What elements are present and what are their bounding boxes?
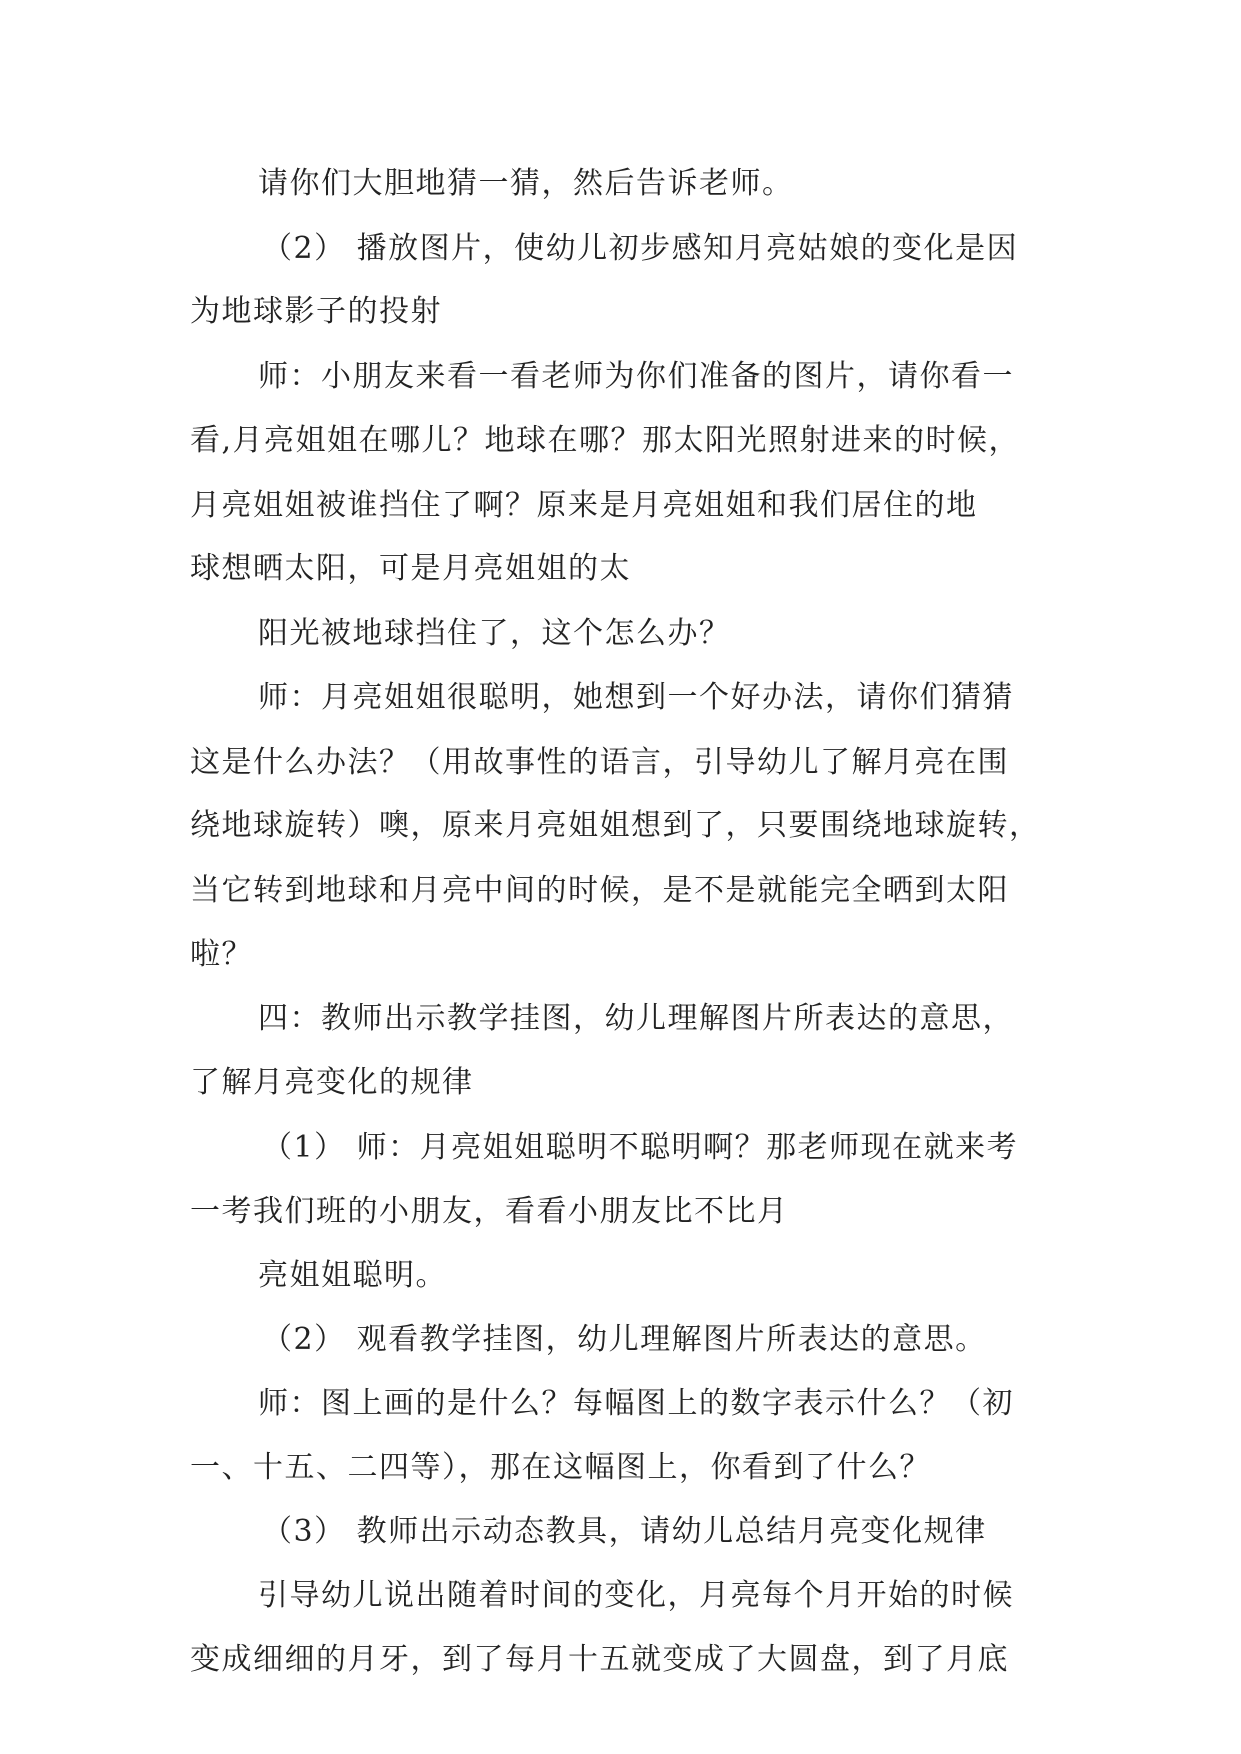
text-line-23: 引导幼儿说出随着时间的变化，月亮每个月开始的时候 [258, 1578, 1014, 1613]
text-line-5: 看,月亮姐姐在哪儿？地球在哪？那太阳光照射进来的时候， [190, 423, 1021, 458]
text-line-16: （1） 师：月亮姐姐聪明不聪明啊？那老师现在就来考 [262, 1130, 1019, 1165]
text-line-22: （3） 教师出示动态教具，请幼儿总结月亮变化规律 [262, 1514, 987, 1549]
text-line-15: 了解月亮变化的规律 [190, 1065, 474, 1100]
text-line-18: 亮姐姐聪明。 [258, 1258, 447, 1293]
text-line-21: 一、十五、二四等），那在这幅图上，你看到了什么？ [190, 1450, 931, 1485]
text-line-20: 师：图上画的是什么？每幅图上的数字表示什么？（初 [258, 1386, 1014, 1421]
text-line-13: 啦？ [190, 937, 253, 972]
text-line-8: 阳光被地球挡住了，这个怎么办？ [258, 616, 731, 651]
text-line-17: 一考我们班的小朋友，看看小朋友比不比月 [190, 1194, 789, 1229]
text-line-3: 为地球影子的投射 [190, 294, 442, 329]
text-line-1: 请你们大胆地猜一猜，然后告诉老师。 [258, 166, 794, 201]
text-line-4: 师：小朋友来看一看老师为你们准备的图片，请你看一 [258, 359, 1014, 394]
text-line-14: 四：教师出示教学挂图，幼儿理解图片所表达的意思， [258, 1001, 1014, 1036]
text-line-9: 师：月亮姐姐很聪明，她想到一个好办法，请你们猜猜 [258, 680, 1014, 715]
text-line-19: （2） 观看教学挂图，幼儿理解图片所表达的意思。 [262, 1322, 987, 1357]
text-line-11: 绕地球旋转）噢，原来月亮姐姐想到了，只要围绕地球旋转， [190, 808, 1041, 843]
text-line-2: （2） 播放图片，使幼儿初步感知月亮姑娘的变化是因 [262, 231, 1019, 266]
text-line-7: 球想晒太阳，可是月亮姐姐的太 [190, 551, 631, 586]
text-line-12: 当它转到地球和月亮中间的时候，是不是就能完全晒到太阳 [190, 873, 1009, 908]
text-line-24: 变成细细的月牙，到了每月十五就变成了大圆盘，到了月底 [190, 1642, 1009, 1677]
text-line-10: 这是什么办法？（用故事性的语言，引导幼儿了解月亮在围 [190, 745, 1009, 780]
text-line-6: 月亮姐姐被谁挡住了啊？原来是月亮姐姐和我们居住的地 [190, 488, 978, 523]
